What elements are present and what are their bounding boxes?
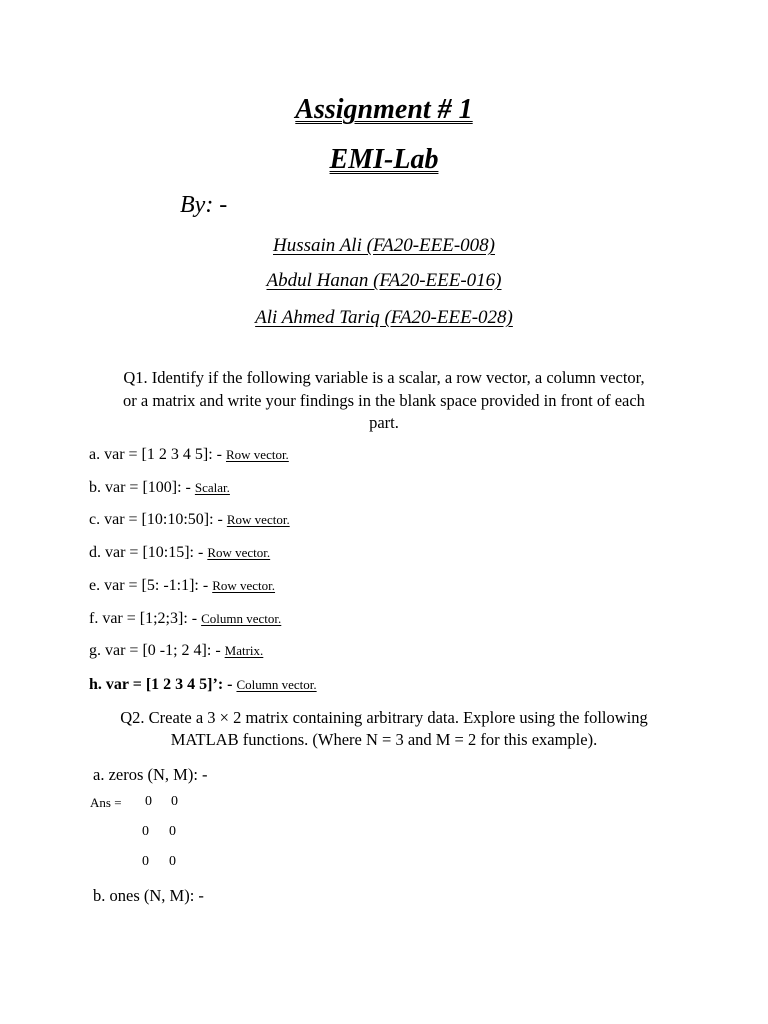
- q1-item-g: [89, 642, 263, 660]
- matrix-cell-r2-c1: 0: [142, 824, 149, 839]
- q1-item-d-label: d. var = [10:15]: -: [89, 544, 208, 561]
- q1-item-h: [89, 676, 317, 694]
- q1-item-c: [89, 511, 290, 529]
- q1-item-h-label: h. var = [1 2 3 4 5]’: -: [89, 676, 237, 693]
- ans-label: Ans =: [90, 795, 122, 810]
- matrix-cell-r3-c1: 0: [142, 854, 149, 869]
- q1-item-g-label: g. var = [0 -1; 2 4]: -: [89, 642, 225, 659]
- course-title: EMI-Lab: [329, 144, 439, 175]
- q1-item-b-label: b. var = [100]: -: [89, 479, 195, 496]
- q1-item-f-label: f. var = [1;2;3]: -: [89, 610, 202, 627]
- q1-item-b: [89, 479, 230, 497]
- q1-item-e-label: e. var = [5: -1:1]: -: [89, 577, 213, 594]
- q1-item-c-label: c. var = [10:10:50]: -: [89, 511, 227, 528]
- q1-item-e: [89, 577, 275, 595]
- by-label: By: -: [180, 192, 228, 218]
- q1-item-a-answer: Row vector.: [225, 447, 289, 462]
- author-3: Ali Ahmed Tariq (FA20-EEE-028): [255, 307, 513, 328]
- q1-item-b-answer: Scalar.: [194, 480, 230, 495]
- q1-item-d-answer: Row vector.: [207, 545, 271, 560]
- matrix-cell-r2-c2: 0: [169, 824, 176, 839]
- q1-line-1: Q1. Identify if the following variable is a scalar, a row vector, a column vector,: [123, 368, 645, 387]
- q2-line-2: MATLAB functions. (Where N = 3 and M = 2 for this example).: [170, 730, 598, 749]
- q1-item-f: [89, 610, 281, 628]
- q1-line-3: part.: [369, 413, 399, 432]
- q1-line-2: or a matrix and write your findings in the blank space provided in front of each: [123, 391, 645, 410]
- matrix-cell-r1-c2: 0: [171, 794, 178, 809]
- q1-item-e-answer: Row vector.: [212, 578, 276, 593]
- q1-item-f-answer: Column vector.: [201, 611, 282, 626]
- matrix-cell-r3-c2: 0: [169, 854, 176, 869]
- assignment-title: Assignment # 1: [295, 94, 473, 125]
- q1-item-h-answer: Column vector.: [236, 677, 317, 692]
- q1-item-a-label: a. var = [1 2 3 4 5]: -: [89, 446, 226, 463]
- q1-item-g-answer: Matrix.: [224, 643, 264, 658]
- matrix-cell-r1-c1: 0: [145, 794, 152, 809]
- q2-part-b: b. ones (N, M): -: [93, 886, 204, 905]
- author-1: Hussain Ali (FA20-EEE-008): [273, 235, 495, 256]
- q1-item-c-answer: Row vector.: [226, 512, 290, 527]
- author-2: Abdul Hanan (FA20-EEE-016): [266, 270, 502, 291]
- q2-part-a: a. zeros (N, M): -: [93, 765, 208, 784]
- q2-line-1: Q2. Create a 3 × 2 matrix containing arbitrary data. Explore using the following: [120, 708, 648, 727]
- q1-item-d: [89, 544, 270, 562]
- q1-item-a: [89, 446, 289, 464]
